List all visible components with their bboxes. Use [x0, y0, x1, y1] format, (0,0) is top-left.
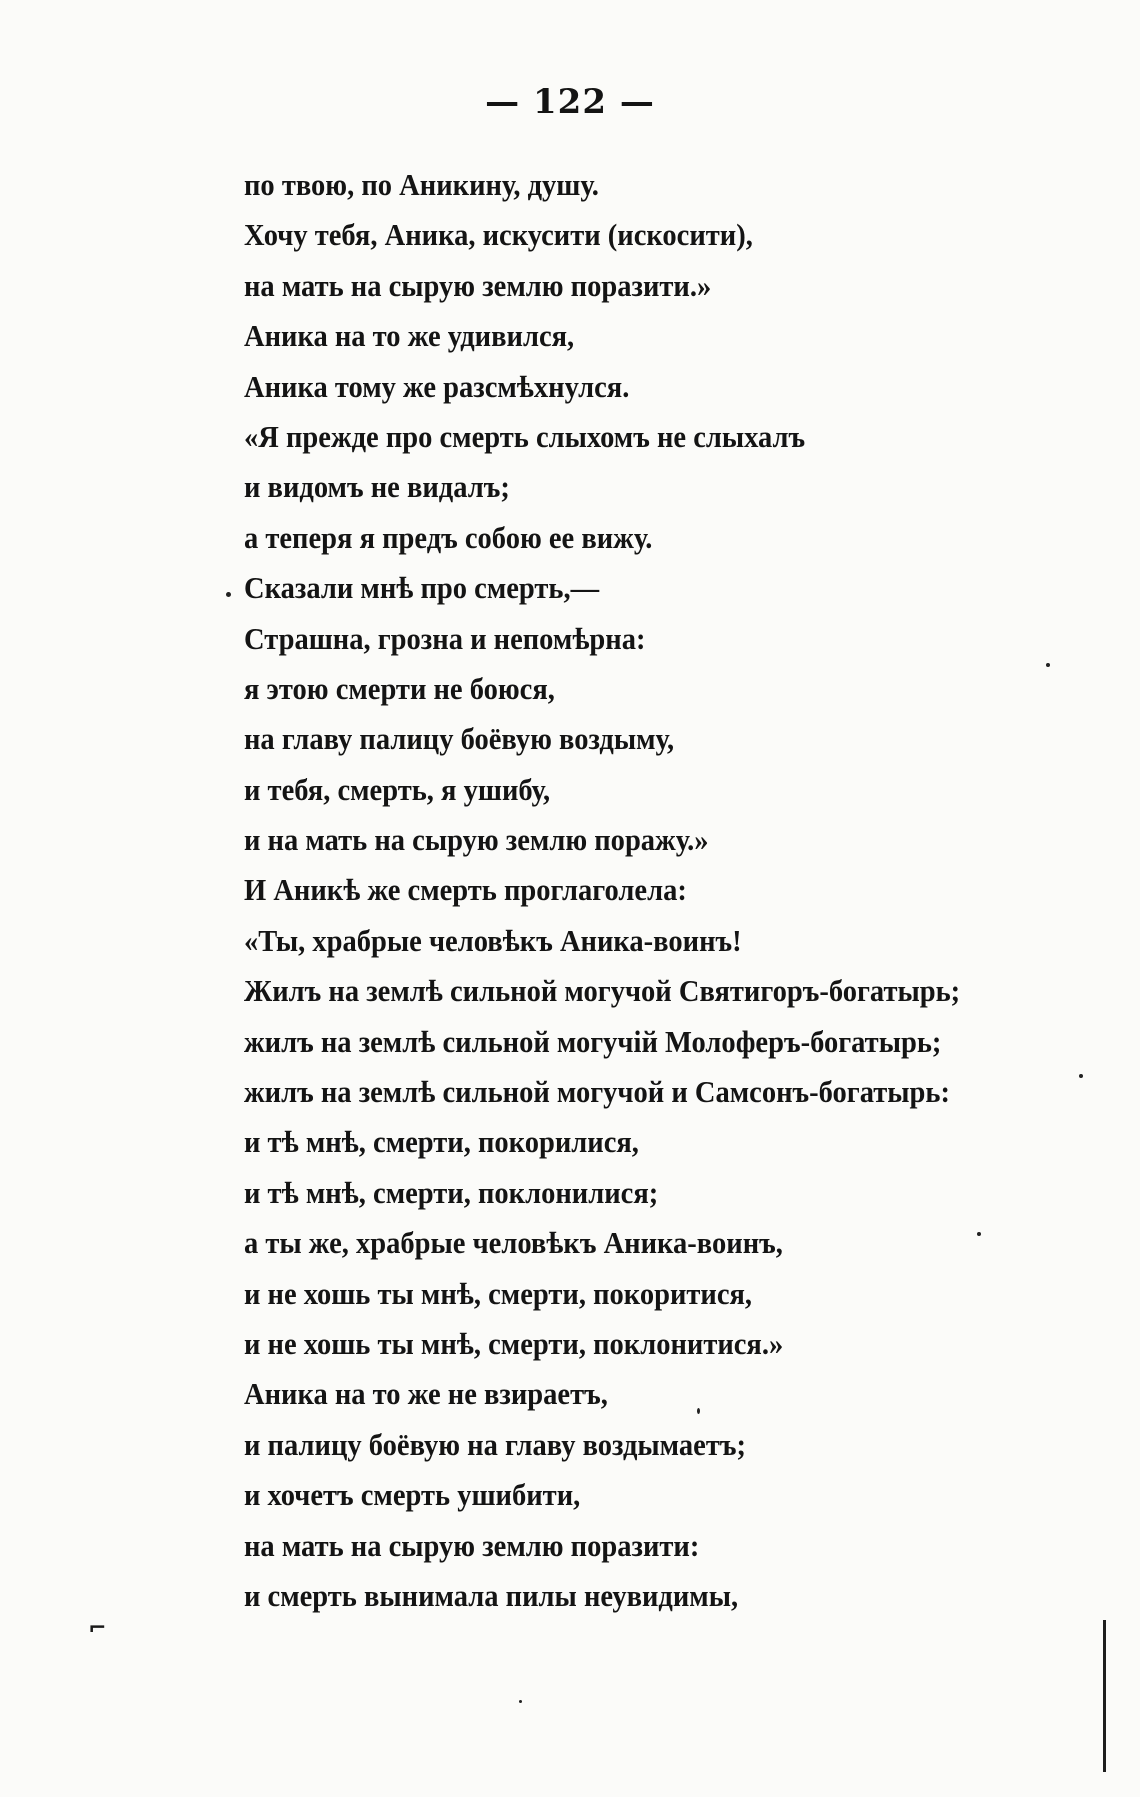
page-number: — 122 — — [485, 82, 655, 122]
scan-speck — [1079, 1074, 1083, 1078]
verse-line: и тебя, смерть, я ушибу, — [244, 771, 551, 807]
scan-speck — [977, 1232, 981, 1236]
verse-line: а теперя я предъ собою ее вижу. — [244, 519, 653, 555]
verse-line: и на мать на сырую землю поражу.» — [244, 822, 709, 858]
verse-line: на мать на сырую землю поразити: — [244, 1527, 700, 1563]
verse-line: и тѣ мнѣ, смерти, покорилися, — [244, 1124, 639, 1160]
verse-line: и смерть вынимала пилы неувидимы, — [244, 1577, 739, 1613]
verse-line: я этою смерти не боюся, — [244, 670, 555, 706]
verse-line: Жилъ на землѣ сильной могучой Святигоръ-богатырь; — [244, 973, 961, 1009]
verse-text — [244, 160, 1104, 1621]
verse-line: на мать на сырую землю поразити.» — [244, 267, 712, 303]
verse-line: жилъ на землѣ сильной могучій Молоферъ-богатырь; — [244, 1023, 942, 1059]
verse-line: Аника тому же разсмѣхнулся. — [244, 368, 630, 404]
verse-line: Аника на то же не взираетъ, — [244, 1376, 608, 1412]
scan-speck — [519, 1700, 522, 1703]
verse-line: и тѣ мнѣ, смерти, поклонилися; — [244, 1174, 659, 1210]
verse-line: И Аникѣ же смерть проглаголела: — [244, 872, 687, 908]
verse-line: и палицу боёвую на главу воздымаетъ; — [244, 1426, 746, 1462]
verse-line: Страшна, грозна и непомѣрна: — [244, 620, 646, 656]
verse-line: и хочетъ смерть ушибити, — [244, 1477, 581, 1513]
verse-line: Хочу тебя, Аника, искусити (искосити), — [244, 217, 753, 253]
verse-line: и не хошь ты мнѣ, смерти, поклонитися.» — [244, 1325, 784, 1361]
verse-line: «Ты, храбрые человѣкъ Аника-воинъ! — [244, 922, 742, 958]
verse-line: и видомъ не видалъ; — [244, 469, 510, 505]
scan-speck — [226, 592, 231, 597]
verse-line: на главу палицу боёвую воздыму, — [244, 721, 675, 757]
verse-line: по твою, по Аникину, душу. — [244, 167, 599, 202]
verse-line: и не хошь ты мнѣ, смерти, покоритися, — [244, 1275, 753, 1311]
verse-line: жилъ на землѣ сильной могучой и Самсонъ-богатырь: — [244, 1074, 950, 1110]
scan-speck — [697, 1408, 700, 1414]
scan-speck — [1046, 663, 1050, 667]
verse-line: Сказали мнѣ про смерть,— — [244, 570, 600, 606]
margin-rule — [1103, 1620, 1106, 1772]
margin-mark: ⌐ — [88, 1616, 107, 1641]
verse-line: Аника на то же удивился, — [244, 318, 575, 354]
verse-line: «Я прежде про смерть слыхомъ не слыхалъ — [244, 418, 806, 454]
verse-line: а ты же, храбрые человѣкъ Аника-воинъ, — [244, 1225, 783, 1261]
